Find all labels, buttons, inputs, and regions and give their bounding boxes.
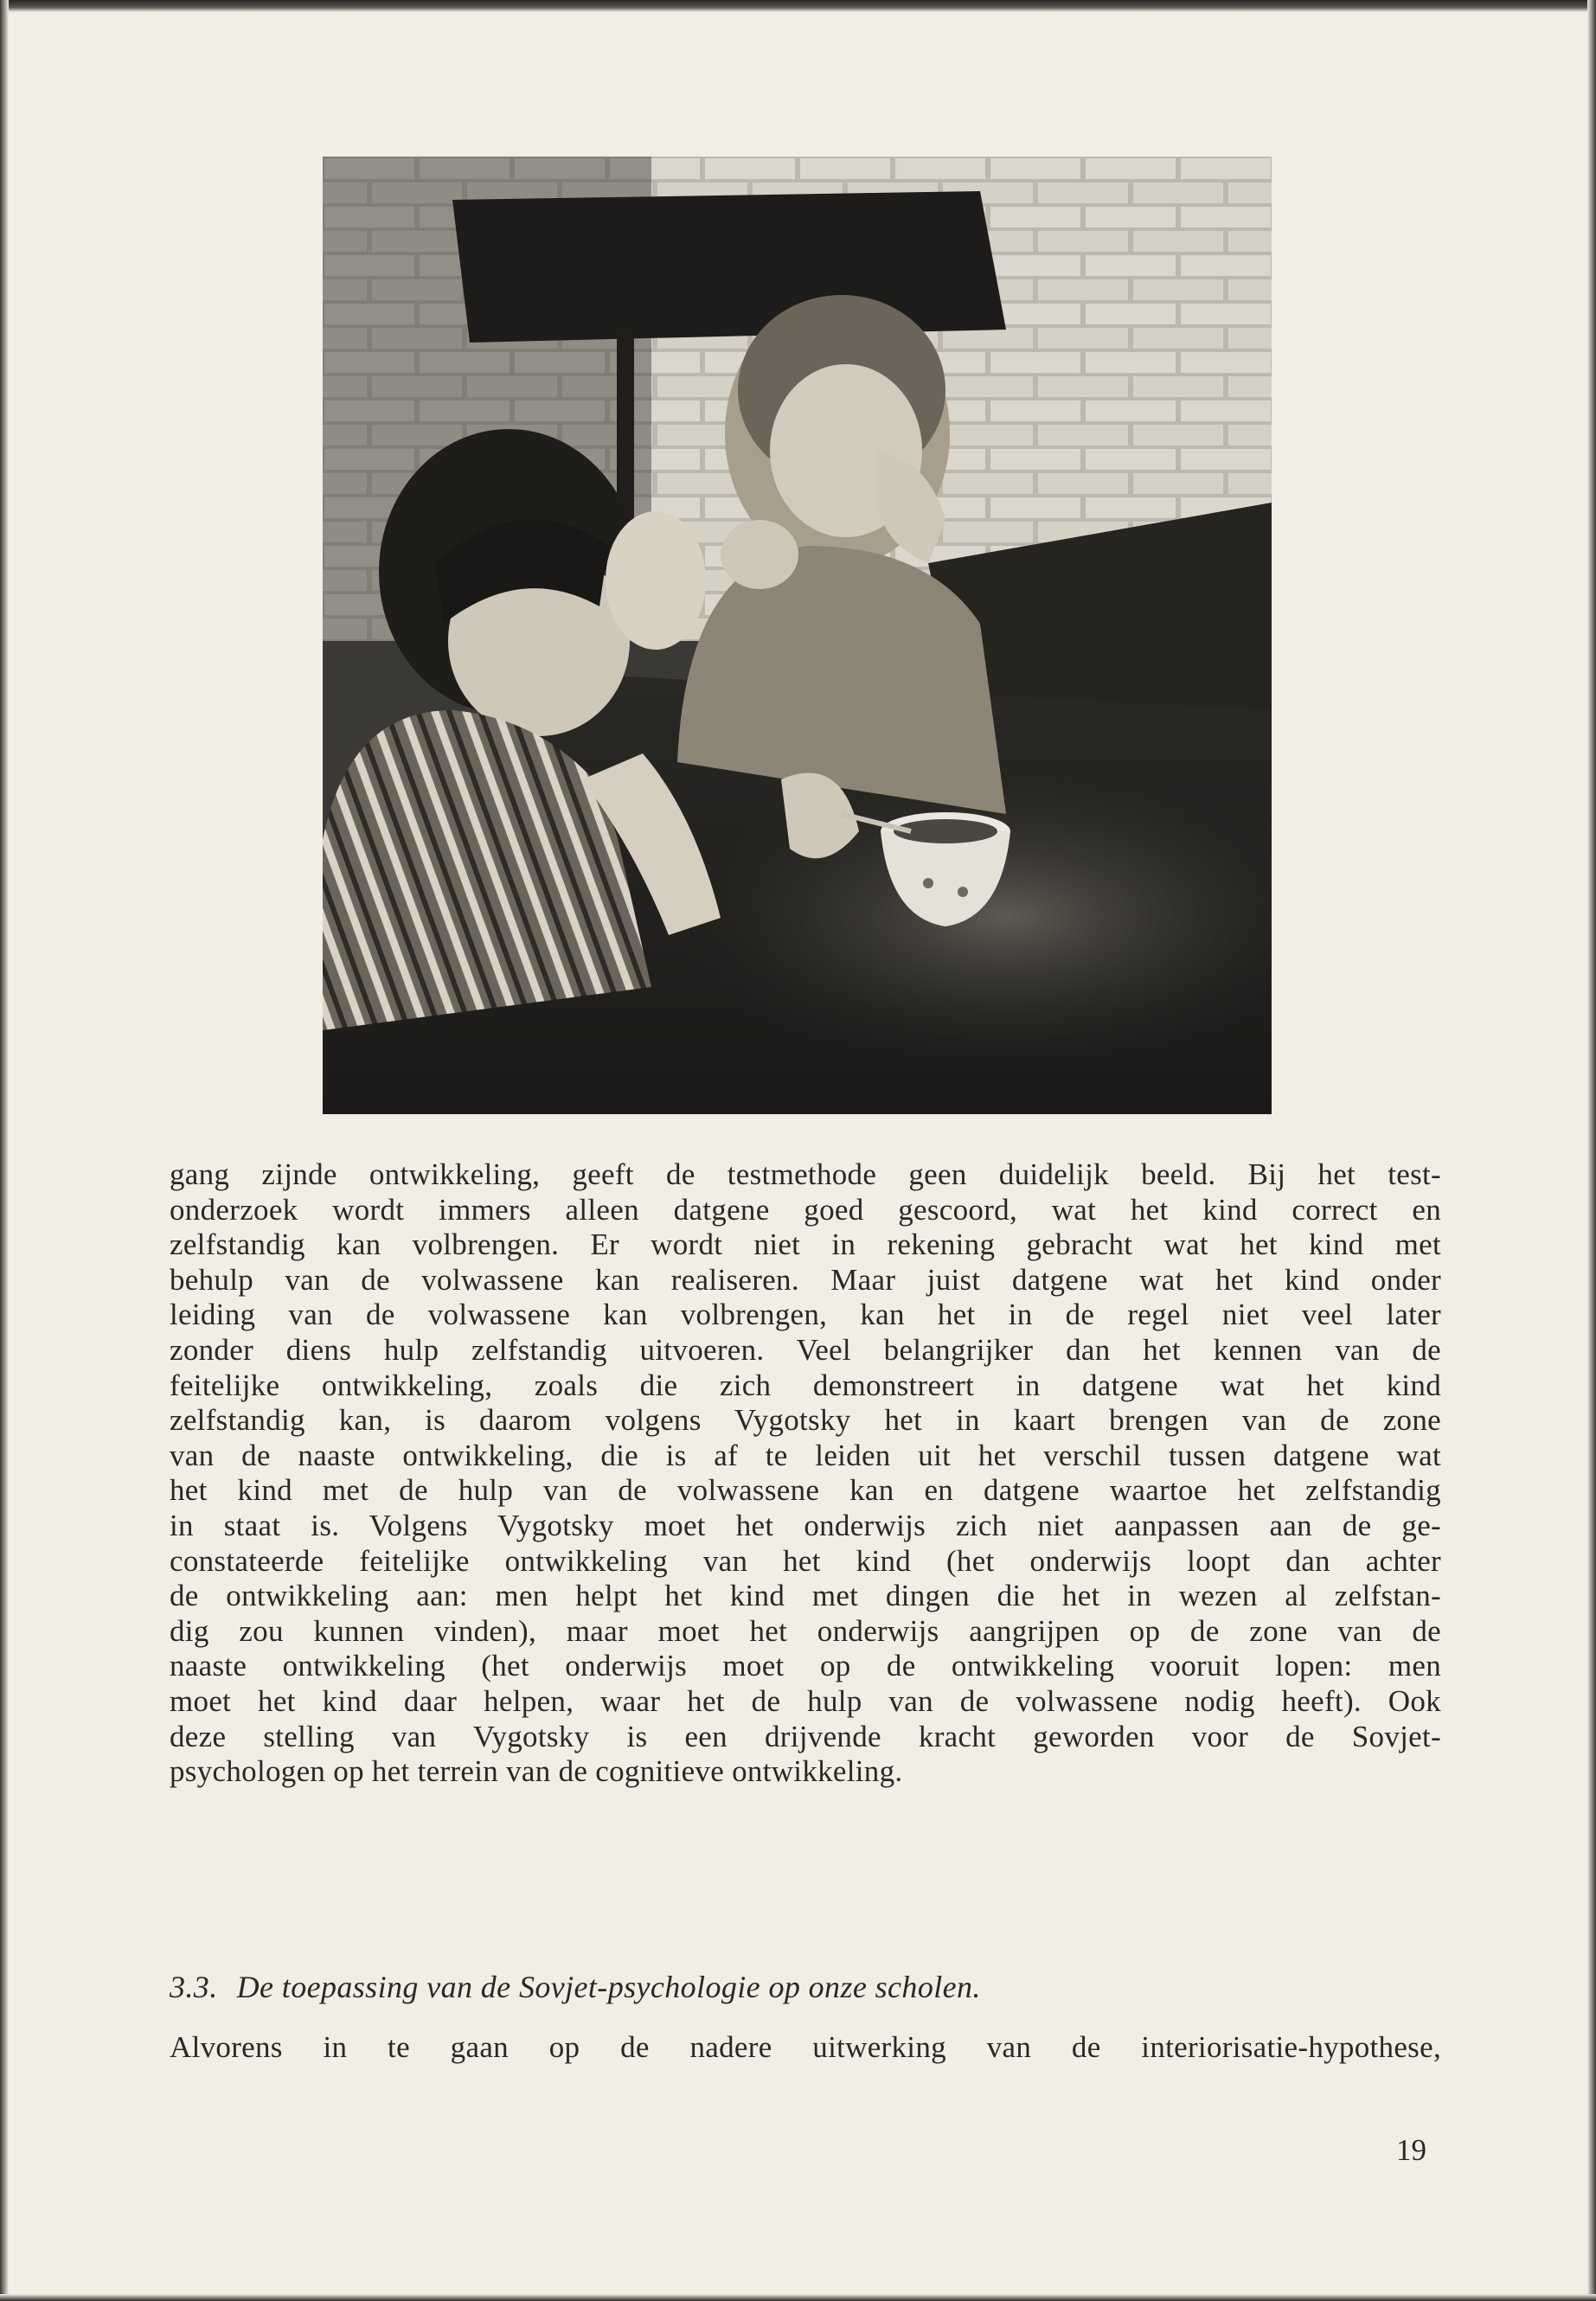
text-line: zonder diens hulp zelfstandig uitvoeren. Veel belangrijker dan het kennen van de bbox=[170, 1332, 1441, 1367]
section-number: 3.3. bbox=[170, 1970, 218, 2004]
paragraph-start: Alvorens in te gaan op de nadere uitwerking van de interiorisatie-hypothese, bbox=[170, 2030, 1441, 2064]
photograph-two-children-at-table bbox=[323, 157, 1272, 1114]
text-line: zelfstandig kan volbrengen. Er wordt niet in rekening gebracht wat het kind met bbox=[170, 1227, 1441, 1262]
text-line: moet het kind daar helpen, waar het de hulp van de volwassene nodig heeft). Ook bbox=[170, 1683, 1441, 1718]
text-line: de ontwikkeling aan: men helpt het kind met dingen die het in wezen al zelfstan- bbox=[170, 1579, 1441, 1613]
scan-edge-top bbox=[0, 0, 1596, 12]
text-line: deze stelling van Vygotsky is een drijvende kracht geworden voor de Sovjet- bbox=[170, 1719, 1441, 1753]
text-line: psychologen op het terrein van de cognitieve ontwikkeling. bbox=[170, 1754, 903, 1789]
text-line: in staat is. Volgens Vygotsky moet het onderwijs zich niet aanpassen aan de ge- bbox=[170, 1508, 1441, 1542]
photograph-icon bbox=[323, 157, 1272, 1114]
text-line: dig zou kunnen vinden), maar moet het onderwijs aangrijpen op de zone van de bbox=[170, 1613, 1441, 1648]
text-line: van de naaste ontwikkeling, die is af te leiden uit het verschil tussen datgene wat bbox=[170, 1438, 1441, 1472]
scan-edge-bottom bbox=[0, 2294, 1596, 2301]
text-line: het kind met de hulp van de volwassene kan en datgene waartoe het zelfstandig bbox=[170, 1473, 1441, 1508]
page-number: 19 bbox=[1396, 2133, 1426, 2167]
body-text bbox=[170, 1157, 1441, 1790]
text-line: constateerde feitelijke ontwikkeling van het kind (het onderwijs loopt dan achter bbox=[170, 1543, 1441, 1578]
text-line: naaste ontwikkeling (het onderwijs moet op de ontwikkeling vooruit lopen: men bbox=[170, 1649, 1441, 1683]
text-line: leiding van de volwassene kan volbrengen, kan het in de regel niet veel later bbox=[170, 1298, 1441, 1332]
text-line: behulp van de volwassene kan realiseren. Maar juist datgene wat het kind onder bbox=[170, 1262, 1441, 1297]
scan-edge-right bbox=[1587, 0, 1596, 2301]
text-line: feitelijke ontwikkeling, zoals die zich demonstreert in datgene wat het kind bbox=[170, 1368, 1441, 1402]
text-line: zelfstandig kan, is daarom volgens Vygotsky het in kaart brengen van de zone bbox=[170, 1403, 1441, 1438]
section-heading bbox=[170, 1969, 1441, 2005]
text-line: onderzoek wordt immers alleen datgene goed gescoord, wat het kind correct en bbox=[170, 1192, 1441, 1227]
text-line: gang zijnde ontwikkeling, geeft de testmethode geen duidelijk beeld. Bij het test- bbox=[170, 1157, 1441, 1191]
scan-edge-left bbox=[0, 0, 9, 2301]
section-title: De toepassing van de Sovjet-psychologie op onze scholen. bbox=[236, 1970, 981, 2004]
